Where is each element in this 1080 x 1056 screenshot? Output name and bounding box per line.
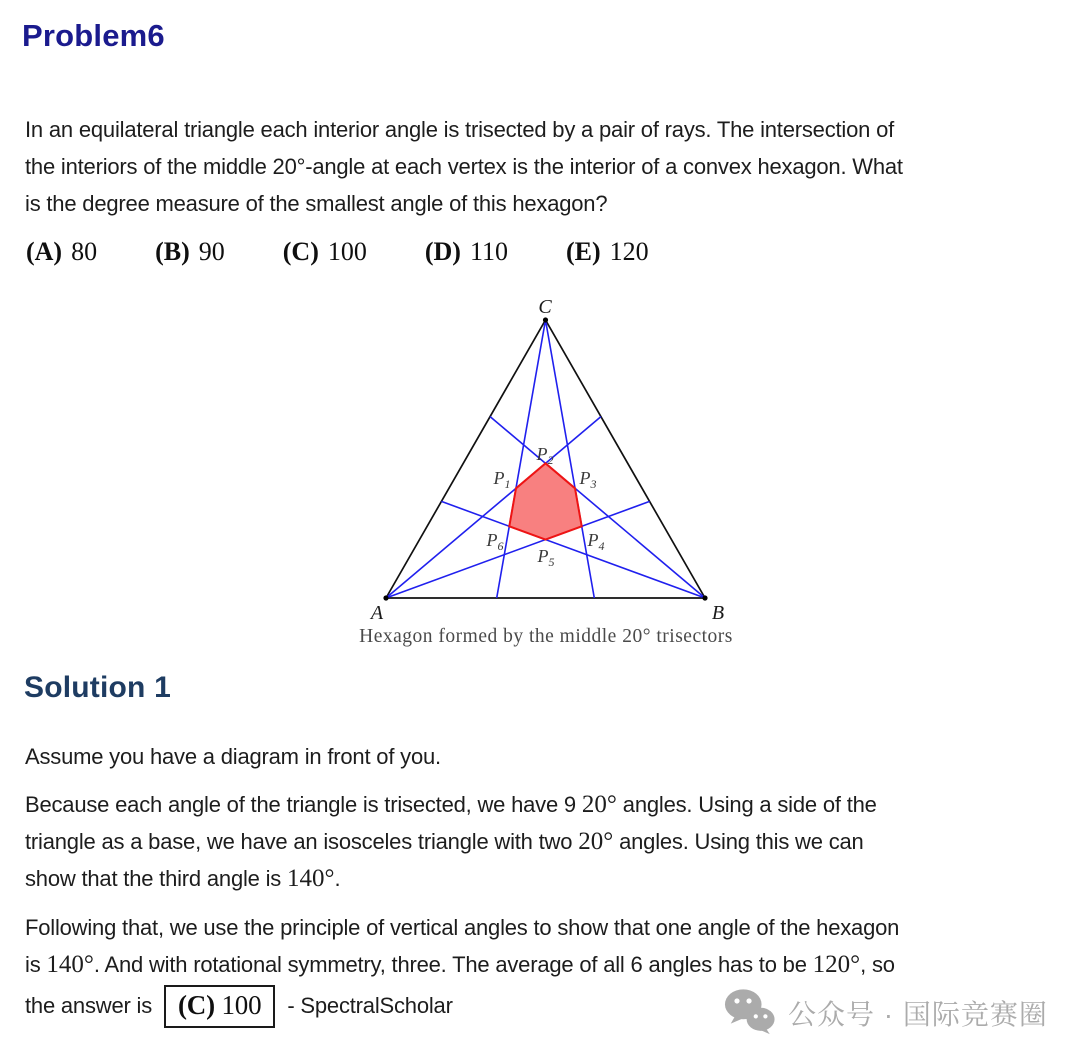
text-run: angles. Using a side of the [616,792,877,817]
vertex-label: B [711,602,725,624]
point-label: $P_2$ [536,444,554,467]
answer-choice [566,237,649,267]
solution-title: Solution 1 [24,671,171,704]
triangle-trisector-diagram [330,291,760,651]
text-run: Because each angle of the triangle is trisected, we have 9 [25,792,582,817]
solution-line [25,860,877,897]
math-run: 20° [581,791,617,818]
wechat-icon-shape [763,1014,767,1018]
text-run: is [25,952,47,977]
watermark [724,988,1048,1038]
solution-line [25,946,899,983]
choice-label: (D) [424,237,461,266]
choice-label: (B) [155,237,190,266]
vertex-dot [543,317,548,322]
choice-value: 100 [327,237,367,266]
hexagon [509,463,581,539]
text-run: , so [860,952,895,977]
solution-line [25,786,877,823]
math-run: 140° [46,951,94,978]
solution-paragraph-1 [25,738,441,775]
solution-line [25,823,877,860]
problem-title: Problem6 [22,18,165,53]
choice-label: (C) [282,237,319,266]
choice-value: 120 [609,237,649,266]
final-answer-line [25,981,453,1031]
answer-choice [425,237,508,267]
math-run: 140° [287,865,335,892]
text-run: . [334,866,341,891]
answer-choice [155,237,225,267]
text-run: Assume you have a diagram in front of you. [25,744,441,769]
text-run: triangle as a base, we have an isosceles triangle with two [25,829,579,854]
watermark-text: 公众号 · 国际竞赛圈 [788,999,1048,1030]
text-run: angles. Using this we can [613,829,864,854]
point-label: $P_1$ [493,468,511,491]
point-label: $P_5$ [537,546,555,569]
vertex-dot [702,595,707,600]
diagram-caption: Hexagon formed by the middle 20° trisectors [359,626,733,647]
wechat-icon-shape [746,998,751,1003]
solution-paragraph-2 [25,786,877,897]
wechat-icon-shape [747,1008,775,1031]
math-run: 20° [578,828,614,855]
solution-paragraph-3 [25,909,899,983]
solution-line [25,738,441,775]
point-label: $P_6$ [486,530,504,553]
solution-line [25,909,899,946]
text-run: Following that, we use the principle of vertical angles to show that one angle of the hexagon [25,915,900,940]
vertex-label: C [538,296,552,318]
boxed-answer-value: 100 [221,989,262,1020]
point-label: $P_3$ [579,468,597,491]
answer-choice [283,237,367,267]
wechat-icon [724,988,776,1038]
choice-label: (E) [566,237,601,266]
answer-choice [26,237,97,267]
statement-line: is the degree measure of the smallest angle of this hexagon? [25,191,608,216]
answer-credit: - SpectralScholar [287,993,453,1018]
text-run: . And with rotational symmetry, three. The average of all 6 angles has to be [93,952,813,977]
math-run: 120° [812,951,861,978]
choice-value: 80 [71,237,98,266]
wechat-icon-shape [754,1014,758,1018]
point-label: $P_4$ [587,530,605,553]
text-run: show that the third angle is [25,866,288,891]
problem-statement [25,111,903,222]
choice-value: 110 [469,237,508,266]
statement-line: the interiors of the middle 20°-angle at each vertex is the interior of a convex hexagon. What [25,154,903,179]
statement-line: In an equilateral triangle each interior angle is trisected by a pair of rays. The intersection of [25,117,895,142]
answer-prefix: the answer is [25,993,153,1018]
wechat-icon-shape [734,998,739,1003]
choice-label: (A) [26,237,63,266]
vertex-dot [383,595,388,600]
vertex-label: A [370,602,384,624]
answer-choices [26,237,649,267]
boxed-answer [164,985,275,1028]
boxed-answer-label: (C) [178,989,215,1020]
choice-value: 90 [198,237,225,266]
